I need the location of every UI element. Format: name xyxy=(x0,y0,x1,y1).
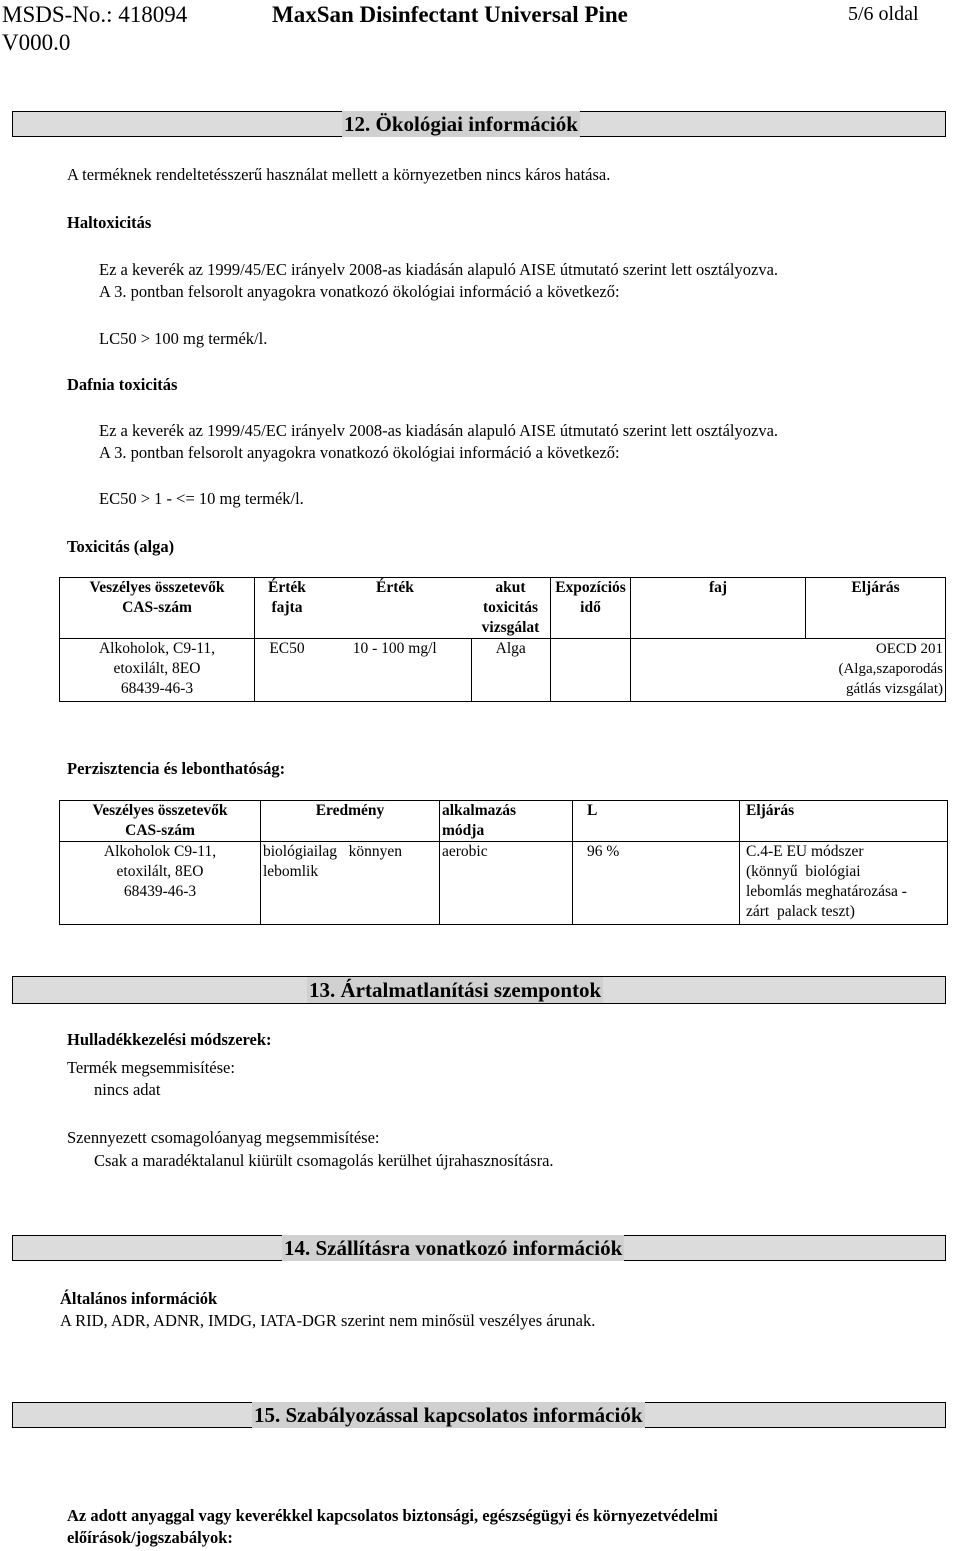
page-number: 5/6 oldal xyxy=(848,3,919,25)
section-12-title: 12. Ökológiai információk xyxy=(344,112,578,136)
algae-row-value: 10 - 100 mg/l xyxy=(319,639,471,702)
daphnia-line-1: Ez a keverék az 1999/45/EC irányelv 2008-as kiadásán alapuló AISE útmutató szerint lett osztályozva. xyxy=(99,421,779,440)
algae-row-species xyxy=(631,639,806,702)
persistence-header-result: Eredmény xyxy=(261,801,440,842)
fish-line-2: A 3. pontban felsorolt anyagokra vonatkozó ökológiai információ a következő: xyxy=(99,282,620,301)
algae-header-method: Eljárás xyxy=(806,578,946,639)
algae-row-method: OECD 201 (Alga,szaporodás gátlás vizsgálat) xyxy=(806,639,946,702)
algae-header-value-type: Érték fajta xyxy=(255,578,320,639)
table-row xyxy=(60,842,948,925)
persistence-row-result: biológiailag könnyen lebomlik xyxy=(261,842,440,925)
persistence-table xyxy=(59,800,948,925)
section-15-title: 15. Szabályozással kapcsolatos információk xyxy=(254,1403,643,1427)
general-info-heading: Általános információk xyxy=(60,1289,218,1308)
persistence-heading: Perzisztencia és lebonthatóság: xyxy=(67,759,286,778)
persistence-row-component: Alkoholok C9-11, etoxilált, 8EO 68439-46-3 xyxy=(60,842,261,925)
algae-header-value: Érték xyxy=(319,578,471,639)
fish-line-1: Ez a keverék az 1999/45/EC irányelv 2008-as kiadásán alapuló AISE útmutató szerint lett osztályozva. xyxy=(99,260,779,279)
algae-header-acute: akut toxicitás vizsgálat xyxy=(471,578,551,639)
algae-row-acute: Alga xyxy=(471,639,551,702)
algae-row-exposure xyxy=(551,639,631,702)
algae-table-header xyxy=(60,578,946,639)
section-13-title: 13. Ártalmatlanítási szempontok xyxy=(309,978,602,1002)
algae-toxicity-heading: Toxicitás (alga) xyxy=(67,537,175,556)
regulations-heading-line-1: Az adott anyaggal vagy keverékkel kapcsolatos biztonsági, egészségügyi és környezetvédelmi xyxy=(67,1506,718,1525)
section-14-title: 14. Szállításra vonatkozó információk xyxy=(284,1236,623,1260)
algae-header-component: Veszélyes összetevők CAS-szám xyxy=(60,578,255,639)
daphnia-value: EC50 > 1 - <= 10 mg termék/l. xyxy=(99,489,304,508)
persistence-table-header xyxy=(60,801,948,842)
daphnia-line-2: A 3. pontban felsorolt anyagokra vonatkozó ökológiai információ a következő: xyxy=(99,443,620,462)
waste-methods-heading: Hulladékkezelési módszerek: xyxy=(67,1030,272,1049)
daphnia-toxicity-heading: Dafnia toxicitás xyxy=(67,375,178,394)
algae-header-exposure: Expozíciós idő xyxy=(551,578,631,639)
persistence-header-component: Veszélyes összetevők CAS-szám xyxy=(60,801,261,842)
product-name: MaxSan Disinfectant Universal Pine xyxy=(272,2,628,27)
s12-intro: A terméknek rendeltetésszerű használat mellett a környezetben nincs káros hatása. xyxy=(67,165,611,184)
table-row xyxy=(60,639,946,702)
transport-text: A RID, ADR, ADNR, IMDG, IATA-DGR szerint nem minősül veszélyes árunak. xyxy=(60,1311,596,1330)
persistence-header-method: Eljárás xyxy=(740,801,948,842)
fish-value: LC50 > 100 mg termék/l. xyxy=(99,329,268,348)
product-disposal-value: nincs adat xyxy=(94,1080,161,1099)
product-disposal-label: Termék megsemmisítése: xyxy=(67,1058,235,1077)
packaging-disposal-label: Szennyezett csomagolóanyag megsemmisítése: xyxy=(67,1128,380,1147)
version: V000.0 xyxy=(2,30,71,55)
persistence-header-mode: alkalmazás módja xyxy=(440,801,573,842)
packaging-disposal-value: Csak a maradéktalanul kiürült csomagolás kerülhet újrahasznosításra. xyxy=(94,1151,554,1170)
algae-row-value-type: EC50 xyxy=(255,639,320,702)
persistence-row-l: 96 % xyxy=(573,842,740,925)
msds-number: MSDS-No.: 418094 xyxy=(2,2,188,27)
algae-table xyxy=(59,577,946,702)
persistence-row-mode: aerobic xyxy=(440,842,573,925)
fish-toxicity-heading: Haltoxicitás xyxy=(67,213,152,232)
persistence-header-l: L xyxy=(573,801,740,842)
algae-row-component: Alkoholok, C9-11, etoxilált, 8EO 68439-46-3 xyxy=(60,639,255,702)
algae-header-species: faj xyxy=(631,578,806,639)
persistence-row-method: C.4-E EU módszer (könnyű biológiai lebomlás meghatározása - zárt palack teszt) xyxy=(740,842,948,925)
regulations-heading-line-2: előírások/jogszabályok: xyxy=(67,1528,233,1547)
